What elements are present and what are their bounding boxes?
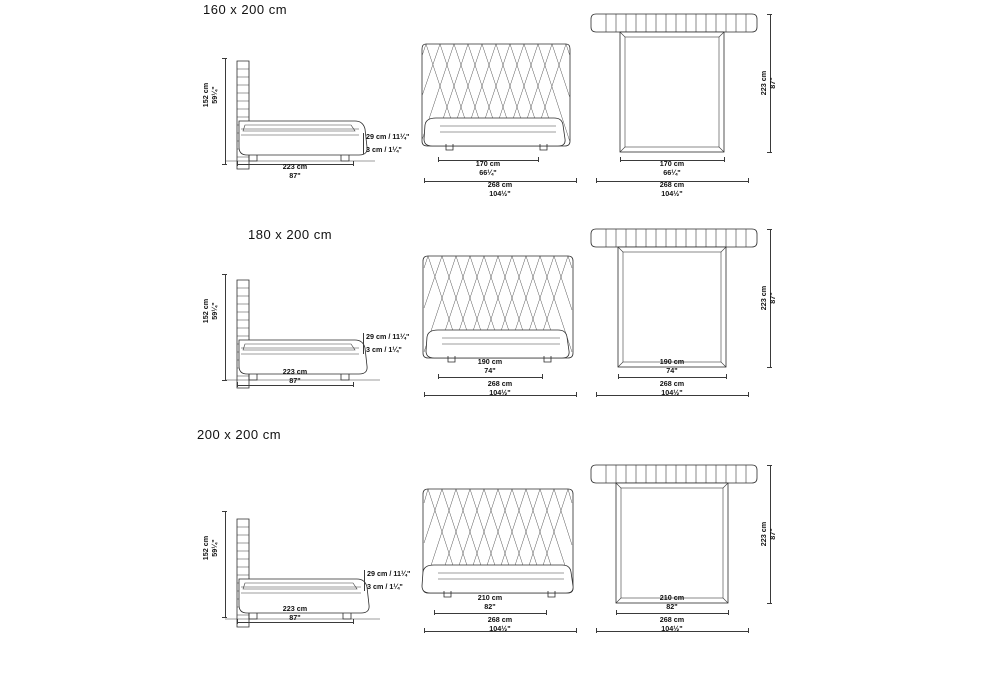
top-inner-tick-right-180	[726, 374, 727, 379]
leg-dim-2-180: 3 cm / 1¼"	[366, 345, 402, 354]
side-length-tick-right-160	[353, 161, 354, 166]
front-outer-label-cm-160: 268 cm	[487, 180, 513, 189]
side-height-label-in-160: 59¼"	[210, 86, 219, 104]
leg-callout-line-200	[364, 570, 365, 591]
side-length-label-in-200: 87"	[289, 613, 301, 622]
top-depth-label-in-180: 87"	[768, 292, 777, 304]
side-height-dim-line-180b	[225, 274, 226, 380]
side-height-tick-bottom-180	[222, 380, 227, 381]
front-inner-tick-right-180	[542, 374, 543, 379]
top-inner-label-cm-200: 210 cm	[659, 593, 685, 602]
side-height-tick-top-180	[222, 274, 227, 275]
front-inner-tick-right-200	[546, 610, 547, 615]
front-outer-tick-right-160	[576, 178, 577, 183]
side-height-dim-line-200	[225, 511, 226, 617]
front-outer-tick-right-200	[576, 628, 577, 633]
top-inner-label-in-180: 74"	[666, 366, 678, 375]
top-depth-label-cm-200: 223 cm	[759, 521, 768, 547]
side-length-label-in-180: 87"	[289, 376, 301, 385]
side-length-tick-left-200	[237, 619, 238, 624]
top-outer-tick-right-180	[748, 392, 749, 397]
side-length-tick-right-200	[353, 619, 354, 624]
top-depth-label-in-200: 87"	[768, 528, 777, 540]
front-view-160	[420, 40, 580, 160]
side-length-label-cm-200: 223 cm	[282, 604, 308, 613]
front-outer-label-in-160: 104½"	[489, 189, 511, 198]
group-180	[0, 222, 1000, 422]
top-outer-label-cm-180: 268 cm	[659, 379, 685, 388]
front-inner-label-in-180: 74"	[484, 366, 496, 375]
side-height-tick-bottom-200	[222, 617, 227, 618]
front-inner-tick-right-160	[538, 157, 539, 162]
top-inner-dim-line-180	[618, 377, 726, 378]
leg-callout-line-160	[363, 133, 364, 154]
side-height-label-in-200: 59¼"	[210, 539, 219, 557]
top-depth-tick-bottom-200	[767, 603, 772, 604]
top-view-180	[592, 227, 762, 377]
side-length-tick-right-180	[353, 382, 354, 387]
top-depth-label-in-160: 87"	[768, 77, 777, 89]
side-length-tick-left-180	[237, 382, 238, 387]
top-inner-tick-right-200	[728, 610, 729, 615]
front-inner-label-in-200: 82"	[484, 602, 496, 611]
leg-callout-line-180	[363, 333, 364, 354]
side-height-label-cm-160: 152 cm	[201, 82, 210, 108]
side-height-label-cm-200: 152 cm	[201, 535, 210, 561]
top-outer-tick-right-160	[748, 178, 749, 183]
group-160	[0, 0, 1000, 200]
side-height-tick-bottom-160	[222, 164, 227, 165]
front-outer-label-cm-200: 268 cm	[487, 615, 513, 624]
top-outer-label-cm-200: 268 cm	[659, 615, 685, 624]
front-outer-tick-right-180	[576, 392, 577, 397]
side-length-label-in-160: 87"	[289, 171, 301, 180]
leg-dim-2-200: 3 cm / 1¼"	[367, 582, 403, 591]
top-outer-label-in-200: 104½"	[661, 624, 683, 633]
top-depth-tick-top-200	[767, 465, 772, 466]
front-outer-label-cm-180: 268 cm	[487, 379, 513, 388]
group-180-title: 180 x 200 cm	[248, 227, 333, 242]
top-inner-tick-right-160	[724, 157, 725, 162]
top-inner-label-in-200: 82"	[666, 602, 678, 611]
front-inner-label-in-160: 66¼"	[479, 168, 497, 177]
top-inner-label-in-160: 66¼"	[663, 168, 681, 177]
top-depth-tick-top-180	[767, 229, 772, 230]
top-inner-label-cm-180: 190 cm	[659, 357, 685, 366]
group-160-title: 160 x 200 cm	[203, 2, 288, 17]
side-length-tick-left-160	[237, 161, 238, 166]
top-depth-tick-bottom-180	[767, 367, 772, 368]
leg-dim-2-160: 3 cm / 1¼"	[366, 145, 402, 154]
top-inner-dim-line-200	[616, 613, 728, 614]
top-outer-tick-right-200	[748, 628, 749, 633]
group-200-title: 200 x 200 cm	[197, 427, 282, 442]
top-depth-tick-bottom-160	[767, 152, 772, 153]
top-outer-label-in-180: 104½"	[661, 388, 683, 397]
side-view-160	[215, 55, 375, 165]
front-inner-label-cm-160: 170 cm	[475, 159, 501, 168]
top-depth-label-cm-160: 223 cm	[759, 70, 768, 96]
front-outer-label-in-200: 104½"	[489, 624, 511, 633]
top-outer-label-cm-160: 268 cm	[659, 180, 685, 189]
front-inner-label-cm-200: 210 cm	[477, 593, 503, 602]
side-length-label-cm-180: 223 cm	[282, 367, 308, 376]
group-200	[0, 415, 1000, 655]
side-height-tick-top-160	[222, 58, 227, 59]
side-height-dim-line-160	[225, 58, 226, 164]
leg-dim-1-160: 29 cm / 11¼"	[366, 132, 410, 141]
leg-dim-1-200: 29 cm / 11¼"	[367, 569, 411, 578]
front-outer-label-in-180: 104½"	[489, 388, 511, 397]
top-view-160	[592, 12, 762, 162]
top-outer-label-in-160: 104½"	[661, 189, 683, 198]
side-length-label-cm-160: 223 cm	[282, 162, 308, 171]
side-height-label-in-180: 59¼"	[210, 302, 219, 320]
top-depth-label-cm-180: 223 cm	[759, 285, 768, 311]
front-inner-dim-line-200	[434, 613, 546, 614]
top-view-200	[592, 463, 762, 613]
side-height-label-cm-180: 152 cm	[201, 298, 210, 324]
front-inner-label-cm-180: 190 cm	[477, 357, 503, 366]
top-depth-tick-top-160	[767, 14, 772, 15]
front-inner-dim-line-180	[438, 377, 542, 378]
leg-dim-1-180: 29 cm / 11¼"	[366, 332, 410, 341]
side-height-tick-top-200	[222, 511, 227, 512]
top-inner-label-cm-160: 170 cm	[659, 159, 685, 168]
